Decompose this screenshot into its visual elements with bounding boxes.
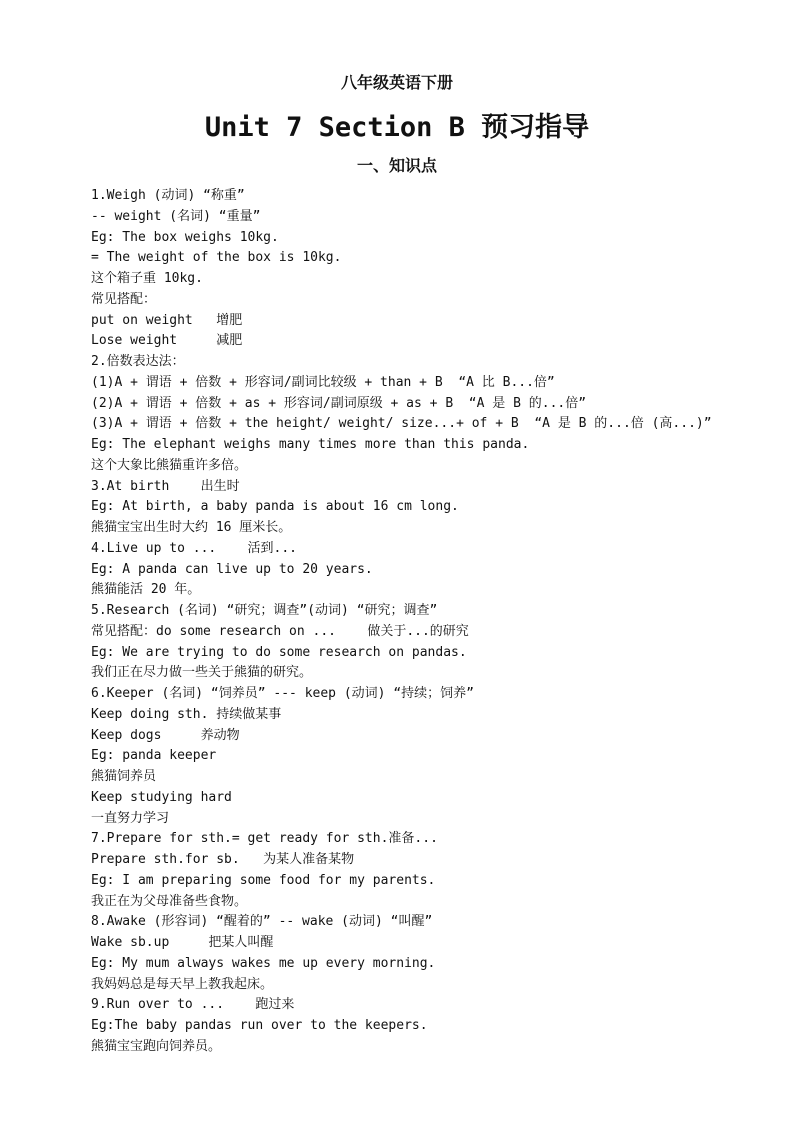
text-line: Keep doing sth. 持续做某事	[91, 706, 282, 722]
text-line: 3.At birth 出生时	[91, 478, 240, 494]
unit-title: Unit 7 Section B 预习指导	[204, 112, 590, 143]
text-line: 1.Weigh (动词) “称重”	[91, 188, 245, 203]
section-heading: 一、知识点	[356, 156, 437, 175]
text-line: Wake sb.up 把某人叫醒	[91, 935, 274, 950]
text-line: Eg:The baby pandas run over to the keepers.	[91, 1018, 428, 1033]
text-line: Eg: panda keeper	[91, 748, 217, 764]
text-line: Keep dogs 养动物	[91, 727, 240, 743]
text-line: 6.Keeper (名词) “饲养员” --- keep (动词) “持续；饲养”	[91, 686, 474, 701]
text-line: Eg: My mum always wakes me up every morning.	[91, 955, 436, 971]
text-line: -- weight (名词) “重量”	[91, 208, 261, 224]
text-line: 常见搭配：	[91, 291, 157, 307]
text-line: Eg: The box weighs 10kg.	[91, 229, 279, 245]
text-line: 2.倍数表达法：	[91, 354, 185, 369]
text-line: (1)A + 谓语 + 倍数 + 形容词/副词比较级 + than + B “A 比 B...倍”	[91, 374, 555, 390]
text-line: Lose weight 减肥	[91, 333, 243, 349]
text-line: 我正在为父母准备些食物。	[91, 893, 248, 909]
text-line: Prepare sth.for sb. 为某人准备某物	[91, 852, 355, 867]
text-line: 熊猫饲养员	[91, 769, 157, 784]
knowledge-points-body	[91, 186, 771, 1058]
grade-heading: 八年级英语下册	[340, 73, 453, 92]
text-line: Eg: A panda can live up to 20 years.	[91, 561, 373, 577]
text-line: Eg: At birth, a baby panda is about 16 cm long.	[91, 499, 459, 515]
text-line: 8.Awake (形容词) “醒着的” -- wake (动词) “叫醒”	[91, 914, 433, 930]
text-line: (3)A + 谓语 + 倍数 + the height/ weight/ size...+ of + B “A 是 B 的...倍 (高...)”	[91, 416, 712, 432]
text-line: 这个大象比熊猫重许多倍。	[91, 457, 248, 473]
text-line: 一直努力学习	[91, 810, 170, 826]
text-line: 我们正在尽力做一些关于熊猫的研究。	[91, 665, 313, 681]
text-line: (2)A + 谓语 + 倍数 + as + 形容词/副词原级 + as + B “A 是 B 的...倍”	[91, 395, 587, 411]
text-line: Keep studying hard	[91, 789, 232, 805]
text-line: 熊猫能活 20 年。	[91, 582, 201, 598]
text-line: 9.Run over to ... 跑过来	[91, 997, 295, 1013]
text-line: 这个箱子重 10kg.	[91, 271, 203, 286]
text-line: 常见搭配：do some research on ... 做关于...的研究	[91, 623, 469, 639]
text-line: 7.Prepare for sth.= get ready for sth.准备...	[91, 831, 438, 847]
text-line: = The weight of the box is 10kg.	[91, 250, 342, 266]
text-line: 5.Research (名词) “研究；调查”(动词) “研究；调查”	[91, 603, 438, 618]
text-line: Eg: The elephant weighs many times more than this panda.	[91, 437, 530, 452]
text-line: 熊猫宝宝出生时大约 16 厘米长。	[91, 520, 292, 535]
text-line: 熊猫宝宝跑向饲养员。	[91, 1038, 222, 1054]
text-line: 我妈妈总是每天早上教我起床。	[91, 976, 274, 992]
text-line: 4.Live up to ... 活到...	[91, 540, 298, 556]
text-line: Eg: We are trying to do some research on pandas.	[91, 644, 467, 660]
text-line: Eg: I am preparing some food for my parents.	[91, 872, 436, 888]
text-line: put on weight 增肥	[91, 312, 243, 328]
